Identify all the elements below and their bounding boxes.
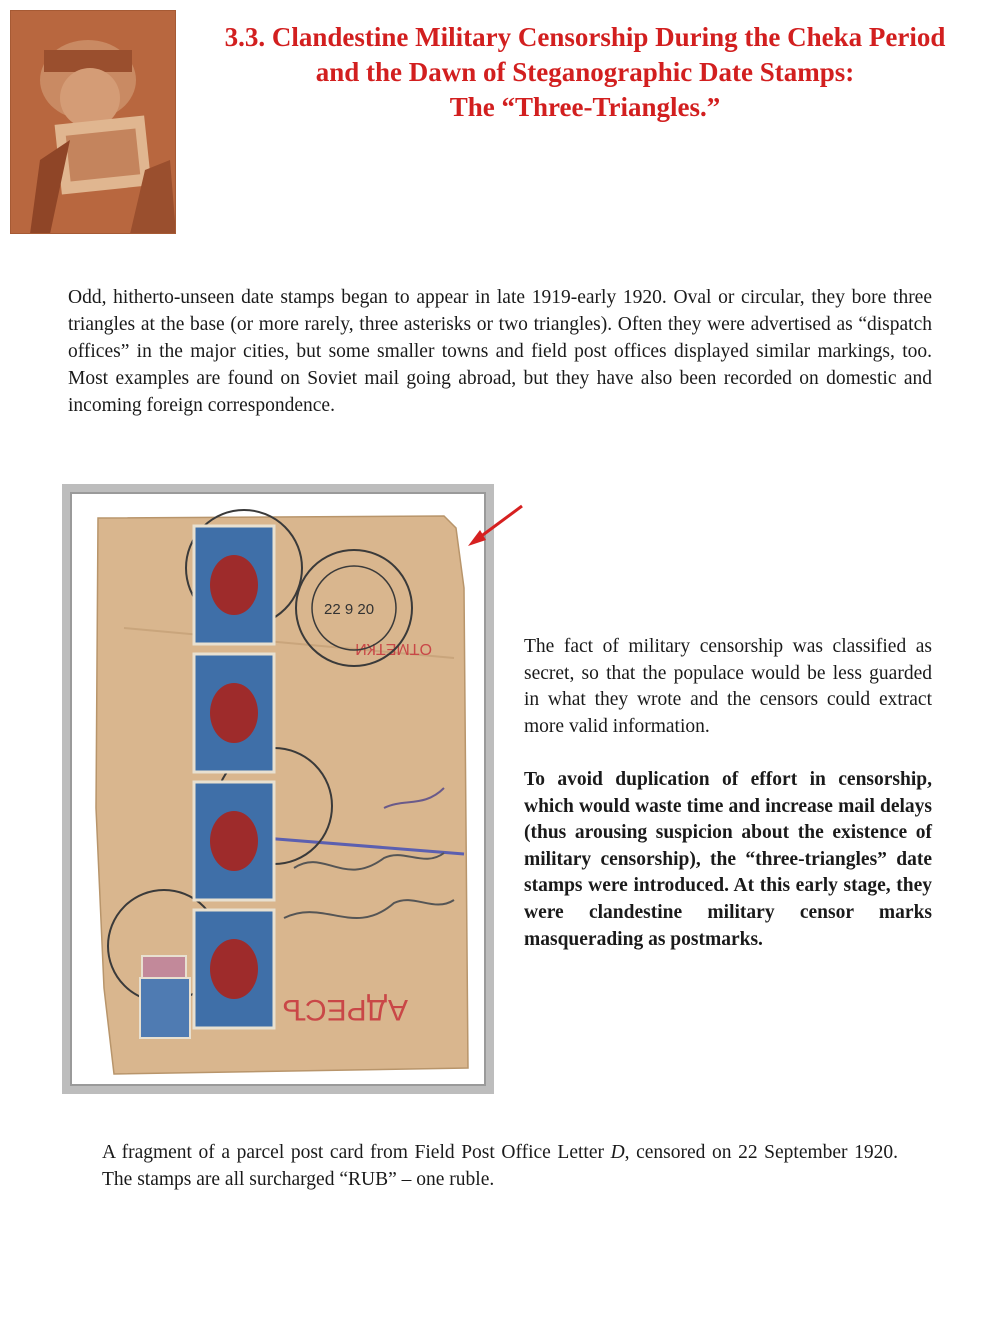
caption-text-start: A fragment of a parcel post card from Field Post Office Letter bbox=[102, 1142, 611, 1163]
header-photo-logo bbox=[10, 10, 176, 234]
exhibit-frame bbox=[62, 484, 494, 1094]
title-line-1: 3.3. Clandestine Military Censorship During the Cheka Period bbox=[224, 22, 946, 52]
caption-text-end: , censored on 22 September 1920. The stamps are all surcharged “RUB” – one ruble. bbox=[102, 1142, 899, 1190]
svg-text:АДРЕСЪ: АДРЕСЪ bbox=[282, 993, 408, 1026]
title-line-3: The “Three-Triangles.” bbox=[449, 92, 721, 122]
soldier-reading-icon bbox=[10, 10, 176, 234]
svg-text:22 9 20: 22 9 20 bbox=[324, 601, 375, 618]
exhibit-mat bbox=[70, 492, 486, 1086]
red-arrow-icon bbox=[458, 500, 528, 550]
title-line-2: and the Dawn of Steganographic Date Stamps: bbox=[315, 57, 855, 87]
three-triangles-paragraph: To avoid duplication of effort in censorship, which would waste time and increase mail delays (thus arousing suspicion about the existence of military censorship), the “three-triangles” date stamps were introduced. At this early stage, they were clandestine military censor marks masquerading as postmarks. bbox=[524, 769, 932, 950]
image-caption bbox=[102, 1140, 898, 1193]
censorship-secret-paragraph: The fact of military censorship was classified as secret, so that the populace would be less guarded in what they wrote and the censors could extract more valid information. bbox=[524, 636, 932, 737]
page-title bbox=[180, 20, 990, 125]
intro-paragraph: Odd, hitherto-unseen date stamps began to appear in late 1919-early 1920. Oval or circular, they bore three triangles at the base (or more rarely, three asterisks or two triangles). Often they were advertised as “dispatch offices” in the major cities, but some smaller towns and field post offices displayed similar markings, too. Most examples are found on Soviet mail going abroad, but they have also been recorded on domestic and incoming foreign correspondence. bbox=[68, 287, 932, 416]
parcel-card-fragment-image bbox=[84, 508, 476, 1076]
caption-letter: D bbox=[610, 1142, 625, 1163]
svg-text:ОТМЕТКИ: ОТМЕТКИ bbox=[355, 640, 432, 657]
